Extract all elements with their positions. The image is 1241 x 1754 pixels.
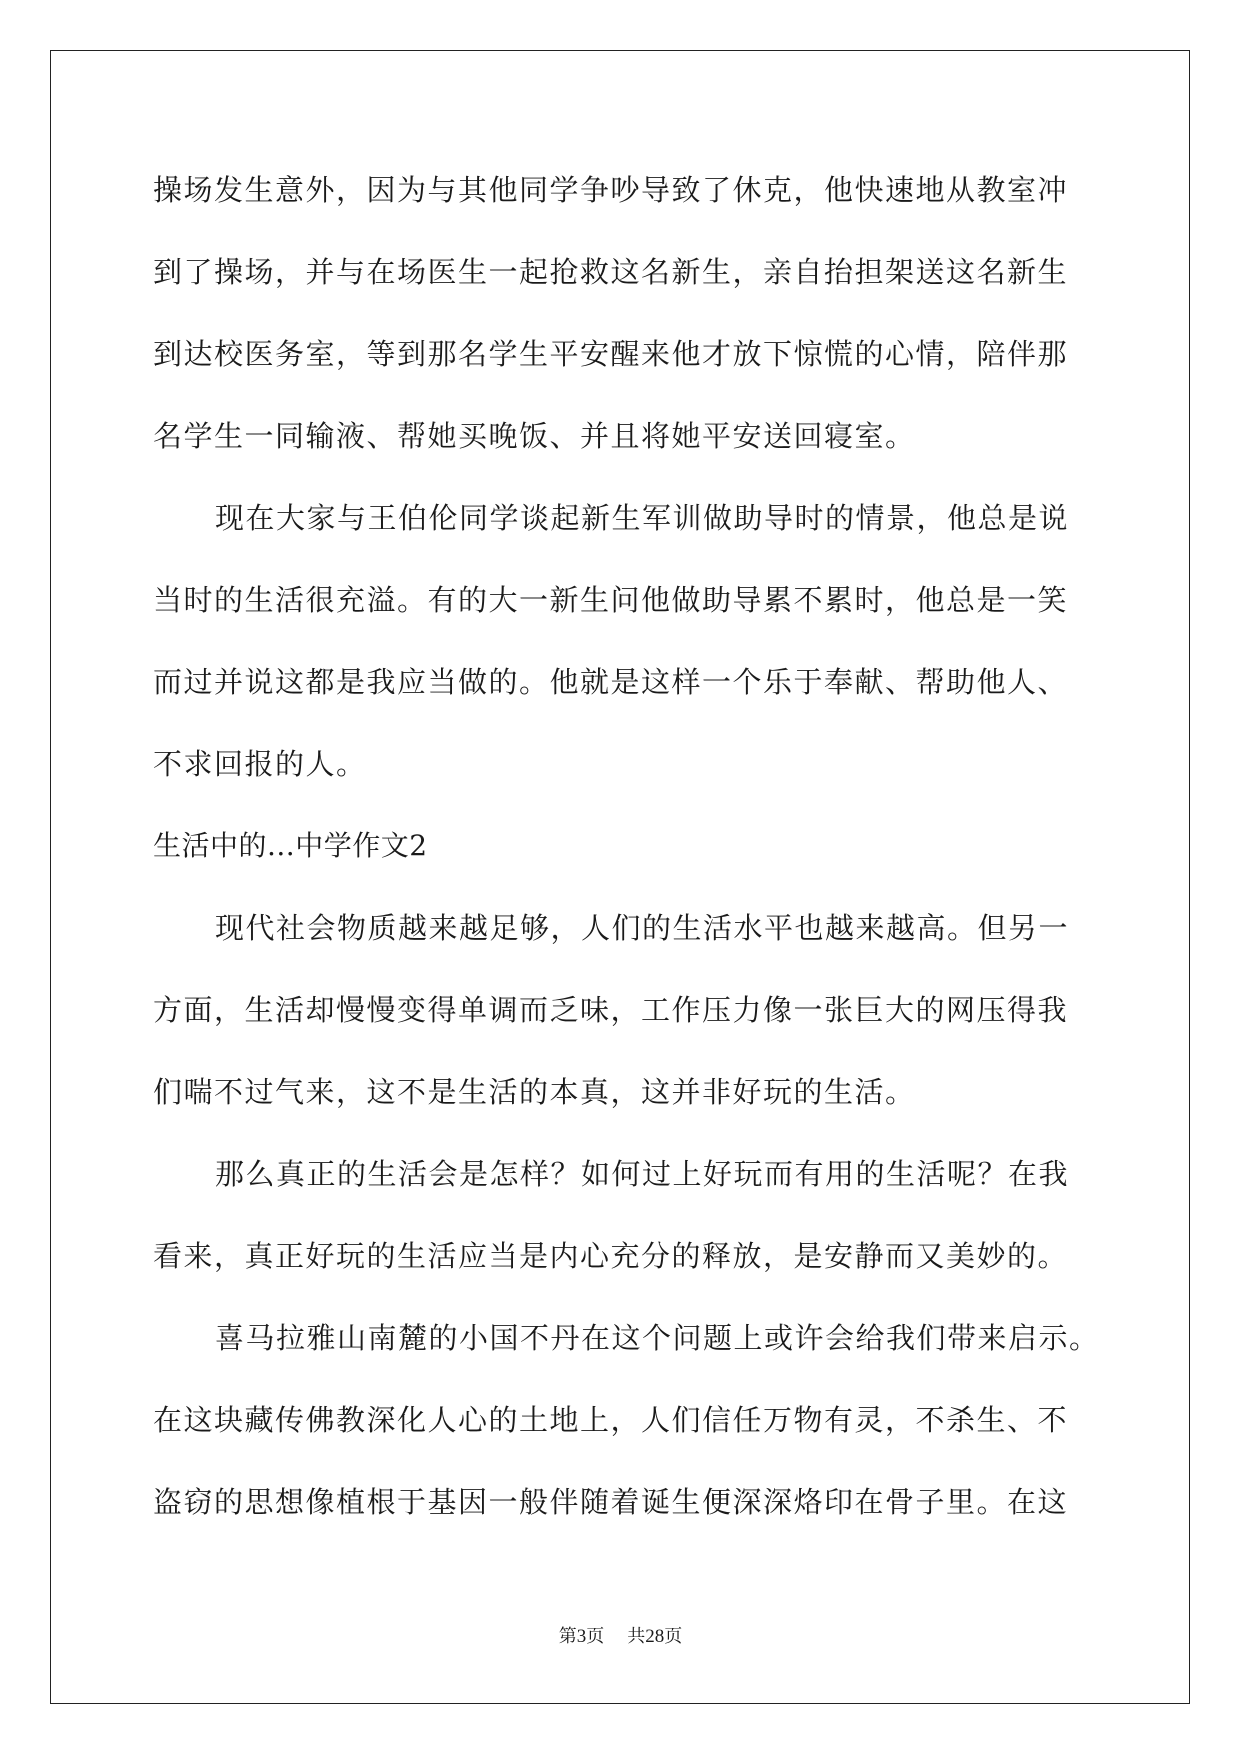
total-pages: 28 <box>645 1626 665 1647</box>
body-line: 那么真正的生活会是怎样？如何过上好玩而有用的生活呢？在我 <box>215 1157 1070 1191</box>
total-suffix: 页 <box>664 1626 683 1647</box>
page-border <box>50 50 1190 1704</box>
body-line: 到了操场，并与在场医生一起抢救这名新生，亲自抬担架送这名新生 <box>153 255 1069 289</box>
body-line: 看来，真正好玩的生活应当是内心充分的释放，是安静而又美妙的。 <box>153 1239 1069 1273</box>
page-footer <box>0 1622 1241 1648</box>
body-line: 现代社会物质越来越足够，人们的生活水平也越来越高。但另一 <box>215 911 1070 945</box>
page-suffix: 页 <box>586 1626 605 1647</box>
body-line: 现在大家与王伯伦同学谈起新生军训做助导时的情景，他总是说 <box>215 501 1070 535</box>
body-line: 们喘不过气来，这不是生活的本真，这并非好玩的生活。 <box>153 1075 916 1109</box>
body-line: 到达校医务室，等到那名学生平安醒来他才放下惊慌的心情，陪伴那 <box>153 337 1069 371</box>
page-prefix: 第 <box>558 1626 577 1647</box>
body-line: 喜马拉雅山南麓的小国不丹在这个问题上或许会给我们带来启示。 <box>215 1321 1100 1355</box>
body-line: 而过并说这都是我应当做的。他就是这样一个乐于奉献、帮助他人、 <box>153 665 1069 699</box>
page-number: 3 <box>576 1626 587 1647</box>
body-line: 名学生一同输液、帮她买晚饭、并且将她平安送回寝室。 <box>153 419 916 453</box>
body-line: 方面，生活却慢慢变得单调而乏味，工作压力像一张巨大的网压得我 <box>153 993 1069 1027</box>
body-line: 盗窃的思想像植根于基因一般伴随着诞生便深深烙印在骨子里。在这 <box>153 1485 1069 1519</box>
total-prefix: 共 <box>627 1626 646 1647</box>
body-line: 当时的生活很充溢。有的大一新生问他做助导累不累时，他总是一笑 <box>153 583 1069 617</box>
body-line: 操场发生意外，因为与其他同学争吵导致了休克，他快速地从教室冲 <box>153 173 1069 207</box>
section-heading: 生活中的...中学作文2 <box>153 829 428 862</box>
body-line: 不求回报的人。 <box>153 747 367 781</box>
body-line: 在这块藏传佛教深化人心的土地上，人们信任万物有灵，不杀生、不 <box>153 1403 1069 1437</box>
